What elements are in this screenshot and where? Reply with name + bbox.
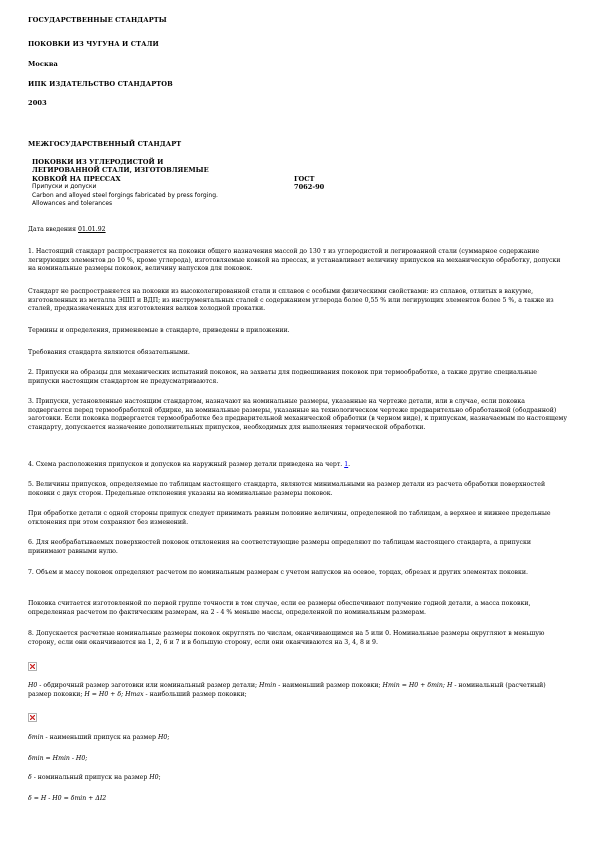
eq-d: δ = H - H0 = δmin + ΔI2 — [28, 795, 107, 802]
paragraph-4: Требования стандарта являются обязательными. — [28, 349, 190, 356]
title-subtitle: Припуски и допуски — [32, 183, 97, 191]
var-h0-ref: H0 — [157, 734, 168, 741]
def-hmin: - наименьший размер поковки; — [276, 682, 383, 689]
paragraph-7 — [28, 461, 568, 470]
header-collection: ГОСУДАРСТВЕННЫЕ СТАНДАРТЫ — [28, 16, 167, 24]
paragraph-5: 2. Припуски на образцы для механических испытаний поковок, на захваты для подвешивания поковок при термообработке, а также другие специальные припуски настоящим стандартом не предусматриваются. — [28, 369, 537, 385]
paragraph-3: Термины и определения, применяемые в стандарте, приведены в приложении. — [28, 327, 290, 334]
eq-dmin: δmin = Hmin - H0; — [28, 755, 88, 762]
broken-image-icon — [28, 662, 37, 671]
punct: ; — [158, 774, 161, 781]
title-block — [32, 158, 218, 208]
header-year: 2003 — [28, 99, 47, 107]
formula-d-def — [28, 774, 568, 783]
paragraph-2: Стандарт не распространяется на поковки из высоколегированной стали и сплавов с особыми физическими свойствами: из сплавов, отлитых в вакууме, изготовленных из металла ЭШП и ВДП; из инструментальных сталей с содержанием углерода более 0,55 % или легирующих элементов более 5 %, а также из сталей, предназначенных для изготовления валков холодной прокатки. — [28, 288, 554, 313]
paragraph-1: 1. Настоящий стандарт распространяется на поковки общего назначения массой до 130 т из углеродистой и легированной стали (суммарное содержание легирующих элементов до 10 %, кроме углерода), изготовляемые ковкой на прессах, и устанавливает величину припусков на механическую обработку, допуски на номинальные размеры поковок, величину напусков для поковок. — [28, 248, 561, 273]
formula-dmin-eq — [28, 755, 568, 764]
paragraph-13: 8. Допускается расчетные номинальные размеры поковок округлять по числам, оканчивающимся на 5 или 0. Номинальные размеры округляют в меньшую сторону, если они оканчиваются на 1, 2, 6 и 7 и в большую сторону, если они оканчиваются на 3, 4, 8 и 9. — [28, 630, 545, 646]
gost-label: ГОСТ — [294, 175, 315, 183]
gost-number: 7062-90 — [294, 183, 325, 192]
paragraph-9: При обработке детали с одной стороны припуск следует принимать равным половине величины, определенной по таблицам, а верхнее и нижнее предельные отклонения при этом сохраняют без изменений. — [28, 510, 551, 526]
def-dmin: - наименьший припуск на размер — [43, 734, 158, 741]
intro-date — [28, 226, 568, 235]
intro-date-value: 01.01.92 — [78, 226, 106, 233]
drawing-1-link[interactable]: 1 — [344, 461, 349, 468]
var-h0: H0 — [28, 682, 38, 689]
standard-heading: МЕЖГОСУДАРСТВЕННЫЙ СТАНДАРТ — [28, 140, 182, 148]
def-h: - номинальный (расчетный) размер поковки; — [28, 682, 546, 698]
header-city: Москва — [28, 60, 58, 68]
intro-date-label: Дата введения — [28, 226, 79, 233]
paragraph-8: 5. Величины припусков, определяемые по таблицам настоящего стандарта, являются минимальными на размер детали из расчета обработки поверхностей поковки с двух сторон. Предельные отклонения указаны на номинальные размеры поковок. — [28, 481, 546, 497]
title-row-1: ПОКОВКИ ИЗ УГЛЕРОДИСТОЙ И — [32, 158, 164, 166]
title-english-2: Allowances and tolerances — [32, 200, 113, 208]
paragraph-10: 6. Для необрабатываемых поверхностей поковок отклонения на соответствующие размеры определяют по таблицам настоящего стандарта, а припуски принимают равными нулю. — [28, 539, 531, 555]
title-english-1: Carbon and alloyed steel forgings fabricated by press forging. — [32, 191, 218, 199]
var-d: δ — [28, 774, 32, 781]
eq-hmin: Hmin = H0 + δmin; H — [382, 682, 453, 689]
formula-dmin-def — [28, 734, 568, 743]
paragraph-7-text: 4. Схема расположения припусков и допусков на наружный размер детали приведена на черт. — [28, 461, 345, 468]
gost-block — [294, 175, 324, 192]
var-h0-ref2: H0 — [149, 774, 159, 781]
paragraph-7-end: . — [348, 461, 351, 468]
paragraph-11: 7. Объем и массу поковок определяют расчетом по номинальным размерам с учетом напусков на осевое, торцах, обрезах и других элементах поковки. — [28, 569, 528, 576]
punct: ; — [167, 734, 170, 741]
header-publisher: ИПК ИЗДАТЕЛЬСТВО СТАНДАРТОВ — [28, 80, 173, 88]
paragraph-6: 3. Припуски, установленные настоящим стандартом, назначают на номинальные размеры, указанные на чертеже детали, или в случае, если поковка подвергается перед термообработкой обдирке, на номинальные размеры, указанные на технологическом чертеже предварительно обработанной (ободранной) заготовки. Если поковка подвергается термообработке без предварительной механической обработки (в черном виде), к припускам, назначаемым по настоящему стандарту, допускается назначение дополнительных припусков, необходимых для выполнения термической обработки. — [28, 398, 567, 431]
paragraph-12: Поковка считается изготовленной по первой группе точности в том случае, если ее размеры обеспечивают получение годной детали, а масса поковки, определенная расчетом по фактическим размерам, на 2 - 4 % меньше массы, определенной по номинальным размерам. — [28, 600, 531, 616]
formula-d-eq — [28, 795, 568, 804]
eq-h: H = H0 + δ; Hmax — [84, 690, 144, 698]
def-h0: - обдирочный размер заготовки или номинальный размер детали; — [37, 682, 260, 689]
title-row-2: ЛЕГИРОВАННОЙ СТАЛИ, ИЗГОТОВЛЯЕМЫЕ — [32, 166, 209, 175]
def-hmax: - наибольший размер поковки; — [143, 690, 247, 698]
header-title: ПОКОВКИ ИЗ ЧУГУНА И СТАЛИ — [28, 40, 159, 48]
title-row-3: КОВКОЙ НА ПРЕССАХ — [32, 174, 121, 183]
def-d: - номинальный припуск на размер — [31, 774, 150, 781]
formula-definitions — [28, 682, 568, 699]
var-dmin: δmin — [28, 734, 44, 741]
var-hmin: Hmin — [259, 682, 277, 689]
broken-image-icon — [28, 713, 37, 722]
